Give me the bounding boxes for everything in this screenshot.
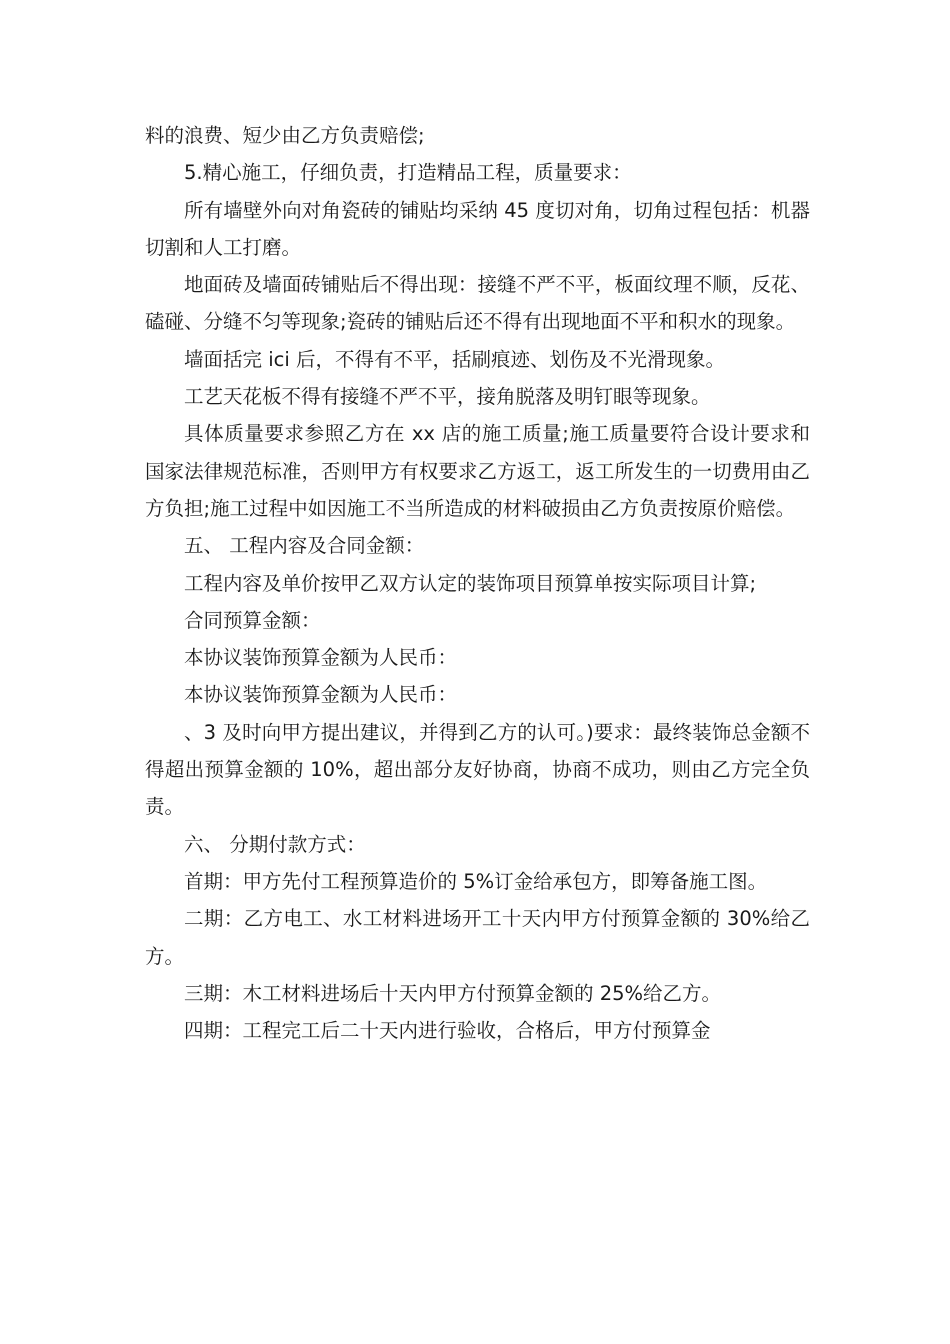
paragraph: 墙面括完 ici 后，不得有不平，括刷痕迹、划伤及不光滑现象。: [184, 347, 725, 371]
paragraph: 二期：乙方电工、水工材料进场开工十天内甲方付预算金额的 30%给乙方。: [145, 907, 810, 968]
paragraph: 三期：木工材料进场后十天内甲方付预算金额的 25%给乙方。: [184, 981, 722, 1005]
paragraph: 地面砖及墙面砖铺贴后不得出现：接缝不严不平，板面纹理不顺，反花、磕碰、分缝不匀等现象;瓷砖的铺贴后还不得有出现地面不平和积水的现象。: [145, 273, 810, 334]
section-heading: 六、 分期付款方式：: [184, 832, 366, 856]
paragraph: 所有墙壁外向对角瓷砖的铺贴均采纳 45 度切对角，切角过程包括：机器切割和人工打磨。: [145, 198, 810, 259]
paragraph: 四期：工程完工后二十天内进行验收，合格后，甲方付预算金: [184, 1019, 711, 1043]
paragraph: 具体质量要求参照乙方在 xx 店的施工质量;施工质量要符合设计要求和国家法律规范标准，否则甲方有权要求乙方返工，返工所发生的一切费用由乙方负担;施工过程中如因施工不当所造成的材料破损由乙方负责按原价赔偿。: [145, 422, 810, 520]
paragraph: 首期：甲方先付工程预算造价的 5%订金给承包方，即筹备施工图。: [184, 869, 768, 893]
paragraph: 本协议装饰预算金额为人民币：: [184, 646, 458, 670]
paragraph: 5.精心施工，仔细负责，打造精品工程，质量要求：: [184, 161, 632, 185]
paragraph: 工艺天花板不得有接缝不严不平，接角脱落及明钉眼等现象。: [184, 385, 711, 409]
document-body: [145, 117, 810, 1049]
paragraph: 料的浪费、短少由乙方负责赔偿;: [145, 124, 425, 147]
paragraph: 合同预算金额：: [184, 608, 321, 632]
paragraph: 本协议装饰预算金额为人民币：: [184, 683, 458, 707]
section-heading: 五、 工程内容及合同金额：: [184, 534, 425, 558]
paragraph: 工程内容及单价按甲乙双方认定的装饰项目预算单按实际项目计算;: [184, 571, 757, 595]
paragraph: 、3 及时向甲方提出建议，并得到乙方的认可。)要求：最终装饰总金额不得超出预算金额的 10%，超出部分友好协商，协商不成功，则由乙方完全负责。: [145, 720, 810, 819]
